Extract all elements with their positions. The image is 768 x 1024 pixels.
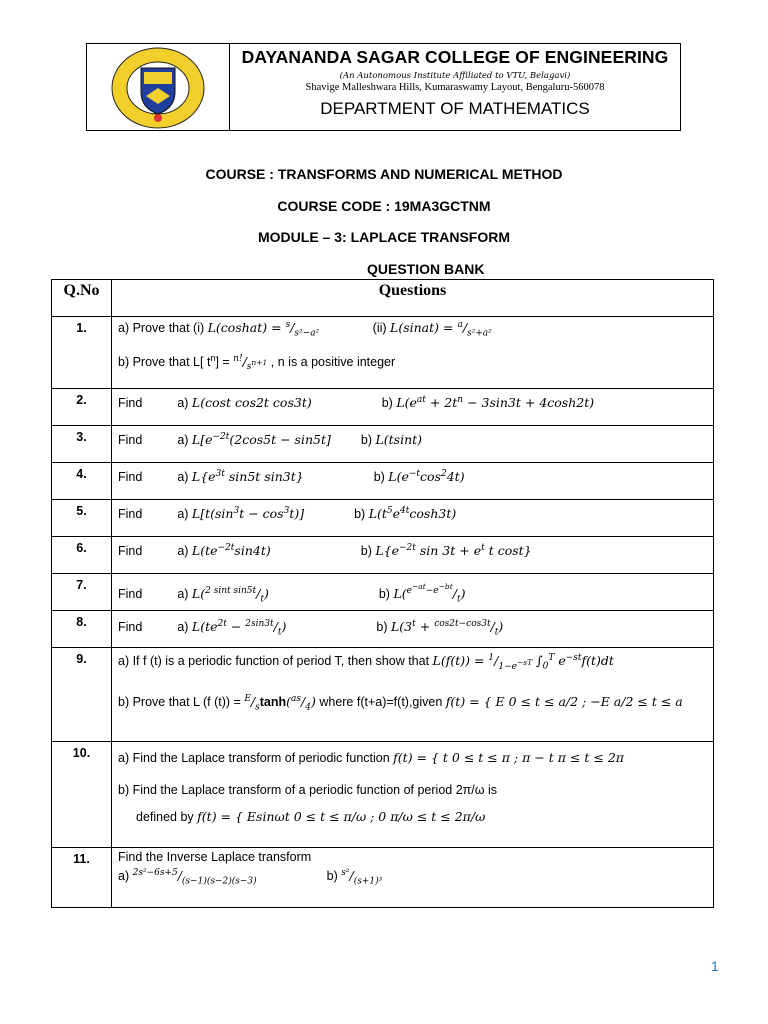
question-text: Find the Inverse Laplace transform a) $^{2s^2-6s+5}/_{(s-1)(s-2)(s-3)}$ b) $^{s^2}/_{(s+1)^3}$ (112, 848, 714, 908)
table-row (52, 317, 714, 389)
question-number: 11. (52, 848, 112, 908)
logo-cell (87, 44, 230, 130)
table-row (52, 426, 714, 463)
table-row (52, 742, 714, 848)
question-number: 9. (52, 648, 112, 742)
table-row (52, 463, 714, 500)
question-text: a) If f (t) is a periodic function of period T, then show that $L(f(t)) = ^1/_{1-e^{-sT}}$ $\int_0^T$ $e^{-st}f(t)dt$ b) Prove that L (f $(t)) = ^E/_s\tanh(^{as}/_4)$ where f(t+a)=f(t),given f(t) = { E 0 ≤ t ≤ a/2 ; −E a/2 ≤ t ≤ a (112, 648, 714, 742)
question-text: Find a) $L[e^{-2t}(2\cos 5t - \sin 5t]$ b) L(tsint) (112, 426, 714, 463)
question-number: 6. (52, 537, 112, 574)
question-text: a) Prove that (i) L(coshat) = $^s/_{s^2-a^2}$ (ii) L(sinat) = $^a/_{s^2+a^2}$ b) Prove that L[ $t^n] = ^{n!}/_{s^{n+1}}$ , n is a positive integer (112, 317, 714, 389)
department-name: DEPARTMENT OF MATHEMATICS (320, 99, 590, 118)
address-line: Shavige Malleshwara Hills, Kumaraswamy Layout, Bengaluru-560078 (305, 82, 605, 93)
question-number: 8. (52, 611, 112, 648)
question-table (51, 279, 714, 908)
table-row (52, 848, 714, 908)
question-number: 7. (52, 574, 112, 611)
col-header-qno: Q.No (52, 280, 112, 317)
question-text: Find a) L(cost cos2t cos3t) b) $L(e^{at} + 2t^n - 3\sin 3t + 4\cosh 2t)$ (112, 389, 714, 426)
page-number: 1 (711, 958, 719, 974)
table-row (52, 500, 714, 537)
question-bank-title: QUESTION BANK (367, 261, 485, 277)
question-text: Find a) $L\{e^{3t}$ sin5t sin3t} b) $L(e^{-t}\cos^24t)$ (112, 463, 714, 500)
question-text: Find a) $L(te^{2t} - ^{2sin3t}/_t)$ b) $L(3^t + ^{cos2t-cos3t}/_t)$ (112, 611, 714, 648)
affiliation-line: (An Autonomous Institute Affiliated to VTU, Belagavi) (339, 71, 571, 81)
college-logo (106, 46, 210, 130)
module-title: MODULE – 3: LAPLACE TRANSFORM (258, 229, 510, 245)
question-number: 1. (52, 317, 112, 389)
question-number: 10. (52, 742, 112, 848)
col-header-questions: Questions (112, 280, 714, 317)
college-name: DAYANANDA SAGAR COLLEGE OF ENGINEERING (241, 47, 669, 67)
college-header (86, 43, 681, 131)
table-row (52, 537, 714, 574)
table-row (52, 611, 714, 648)
table-row (52, 648, 714, 742)
question-text: Find a) $L[t(\sin^3t - \cos^3t)]$ b) $L(t^5e^{4t}\cosh 3t)$ (112, 500, 714, 537)
table-row (52, 389, 714, 426)
question-text: Find a) $L(^{2 sint sin5t}/_t)$ b) $L(^{e^{-at}-e^{-bt}}/_t)$ (112, 574, 714, 611)
question-number: 4. (52, 463, 112, 500)
table-row (52, 574, 714, 611)
course-name: COURSE : TRANSFORMS AND NUMERICAL METHOD (205, 166, 563, 182)
question-text: Find a) $L(te^{-2t}\sin 4t)$ b) $L\{e^{-2t}$ $\sin 3t + e^t$ t cost} (112, 537, 714, 574)
header-text (230, 44, 680, 119)
question-number: 2. (52, 389, 112, 426)
question-number: 5. (52, 500, 112, 537)
question-number: 3. (52, 426, 112, 463)
course-code: COURSE CODE : 19MA3GCTNM (277, 198, 491, 214)
question-text: a) Find the Laplace transform of periodic function f(t) = { t 0 ≤ t ≤ π ; π − t π ≤ t ≤ 2π b) Find the Laplace transform of a periodic function of period 2π/ω is defined by f(t) = { Esinωt 0 ≤ t ≤ π/ω ; 0 π/ω ≤ t ≤ 2π/ω (112, 742, 714, 848)
